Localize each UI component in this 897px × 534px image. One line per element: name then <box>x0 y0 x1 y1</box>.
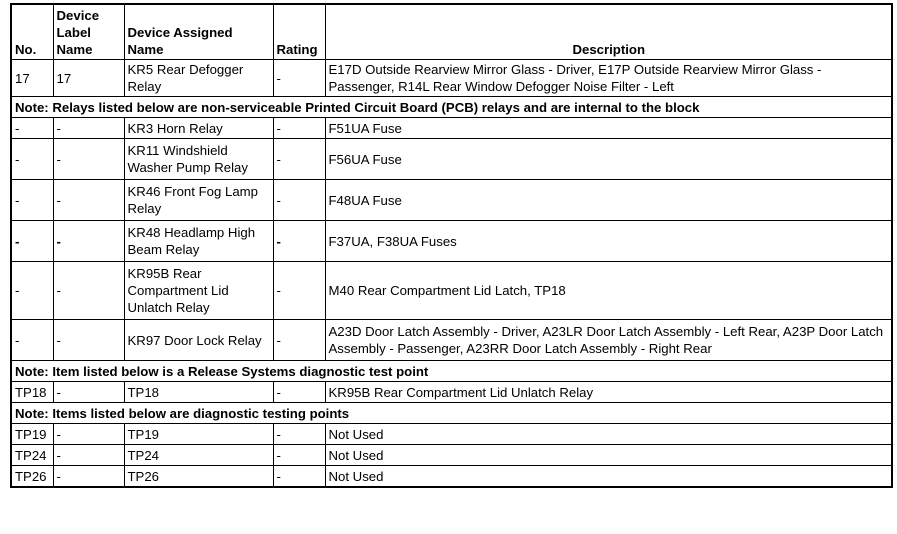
note-row <box>11 403 892 424</box>
fuse-relay-table <box>10 3 893 488</box>
cell-no: - <box>11 262 53 320</box>
cell-description: A23D Door Latch Assembly - Driver, A23LR Door Latch Assembly - Left Rear, A23P Door Latch Assembly - Passenger, A23RR Door Latch Assembly - Right Rear <box>325 320 892 361</box>
cell-label: - <box>53 424 124 445</box>
table-row <box>11 320 892 361</box>
cell-assigned: TP19 <box>124 424 273 445</box>
cell-description: Not Used <box>325 424 892 445</box>
cell-rating: - <box>273 221 325 262</box>
cell-label: - <box>53 445 124 466</box>
cell-description: Not Used <box>325 466 892 488</box>
cell-description: E17D Outside Rearview Mirror Glass - Driver, E17P Outside Rearview Mirror Glass - Passenger, R14L Rear Window Defogger Noise Filter - Left <box>325 60 892 97</box>
cell-no: 17 <box>11 60 53 97</box>
header-device-assigned-name: Device Assigned Name <box>124 4 273 60</box>
cell-assigned: KR95B Rear Compartment Lid Unlatch Relay <box>124 262 273 320</box>
table-row <box>11 262 892 320</box>
cell-label: 17 <box>53 60 124 97</box>
cell-label: - <box>53 262 124 320</box>
cell-no: TP24 <box>11 445 53 466</box>
header-device-label-name: Device Label Name <box>53 4 124 60</box>
cell-no: TP19 <box>11 424 53 445</box>
cell-assigned: KR97 Door Lock Relay <box>124 320 273 361</box>
cell-assigned: KR48 Headlamp High Beam Relay <box>124 221 273 262</box>
cell-description: Not Used <box>325 445 892 466</box>
table-row <box>11 424 892 445</box>
table-row <box>11 466 892 488</box>
cell-no: TP18 <box>11 382 53 403</box>
cell-label: - <box>53 382 124 403</box>
note-row <box>11 361 892 382</box>
cell-description: F56UA Fuse <box>325 139 892 180</box>
cell-no: - <box>11 221 53 262</box>
cell-rating: - <box>273 424 325 445</box>
table-row <box>11 221 892 262</box>
cell-no: - <box>11 180 53 221</box>
header-description: Description <box>325 4 892 60</box>
cell-assigned: TP18 <box>124 382 273 403</box>
table-row <box>11 139 892 180</box>
cell-description: F48UA Fuse <box>325 180 892 221</box>
cell-assigned: TP26 <box>124 466 273 488</box>
cell-description: M40 Rear Compartment Lid Latch, TP18 <box>325 262 892 320</box>
cell-assigned: KR46 Front Fog Lamp Relay <box>124 180 273 221</box>
table-row <box>11 445 892 466</box>
cell-label: - <box>53 180 124 221</box>
cell-rating: - <box>273 320 325 361</box>
cell-assigned: KR11 Windshield Washer Pump Relay <box>124 139 273 180</box>
cell-no: TP26 <box>11 466 53 488</box>
cell-assigned: KR3 Horn Relay <box>124 118 273 139</box>
cell-rating: - <box>273 382 325 403</box>
cell-no: - <box>11 139 53 180</box>
note-row <box>11 97 892 118</box>
cell-rating: - <box>273 180 325 221</box>
cell-description: KR95B Rear Compartment Lid Unlatch Relay <box>325 382 892 403</box>
cell-assigned: KR5 Rear Defogger Relay <box>124 60 273 97</box>
note-diagnostic-points: Note: Items listed below are diagnostic testing points <box>11 403 892 424</box>
cell-assigned: TP24 <box>124 445 273 466</box>
cell-rating: - <box>273 60 325 97</box>
cell-no: - <box>11 320 53 361</box>
header-rating: Rating <box>273 4 325 60</box>
cell-rating: - <box>273 118 325 139</box>
table-row <box>11 382 892 403</box>
cell-no: - <box>11 118 53 139</box>
cell-rating: - <box>273 466 325 488</box>
cell-label: - <box>53 320 124 361</box>
header-no: No. <box>11 4 53 60</box>
cell-rating: - <box>273 445 325 466</box>
header-row <box>11 4 892 60</box>
cell-label: - <box>53 139 124 180</box>
cell-description: F37UA, F38UA Fuses <box>325 221 892 262</box>
table-row <box>11 118 892 139</box>
cell-rating: - <box>273 262 325 320</box>
table-row <box>11 180 892 221</box>
note-release-systems: Note: Item listed below is a Release Systems diagnostic test point <box>11 361 892 382</box>
table-row <box>11 60 892 97</box>
cell-description: F51UA Fuse <box>325 118 892 139</box>
note-pcb-relays: Note: Relays listed below are non-serviceable Printed Circuit Board (PCB) relays and are internal to the block <box>11 97 892 118</box>
cell-rating: - <box>273 139 325 180</box>
cell-label: - <box>53 466 124 488</box>
cell-label: - <box>53 221 124 262</box>
cell-label: - <box>53 118 124 139</box>
